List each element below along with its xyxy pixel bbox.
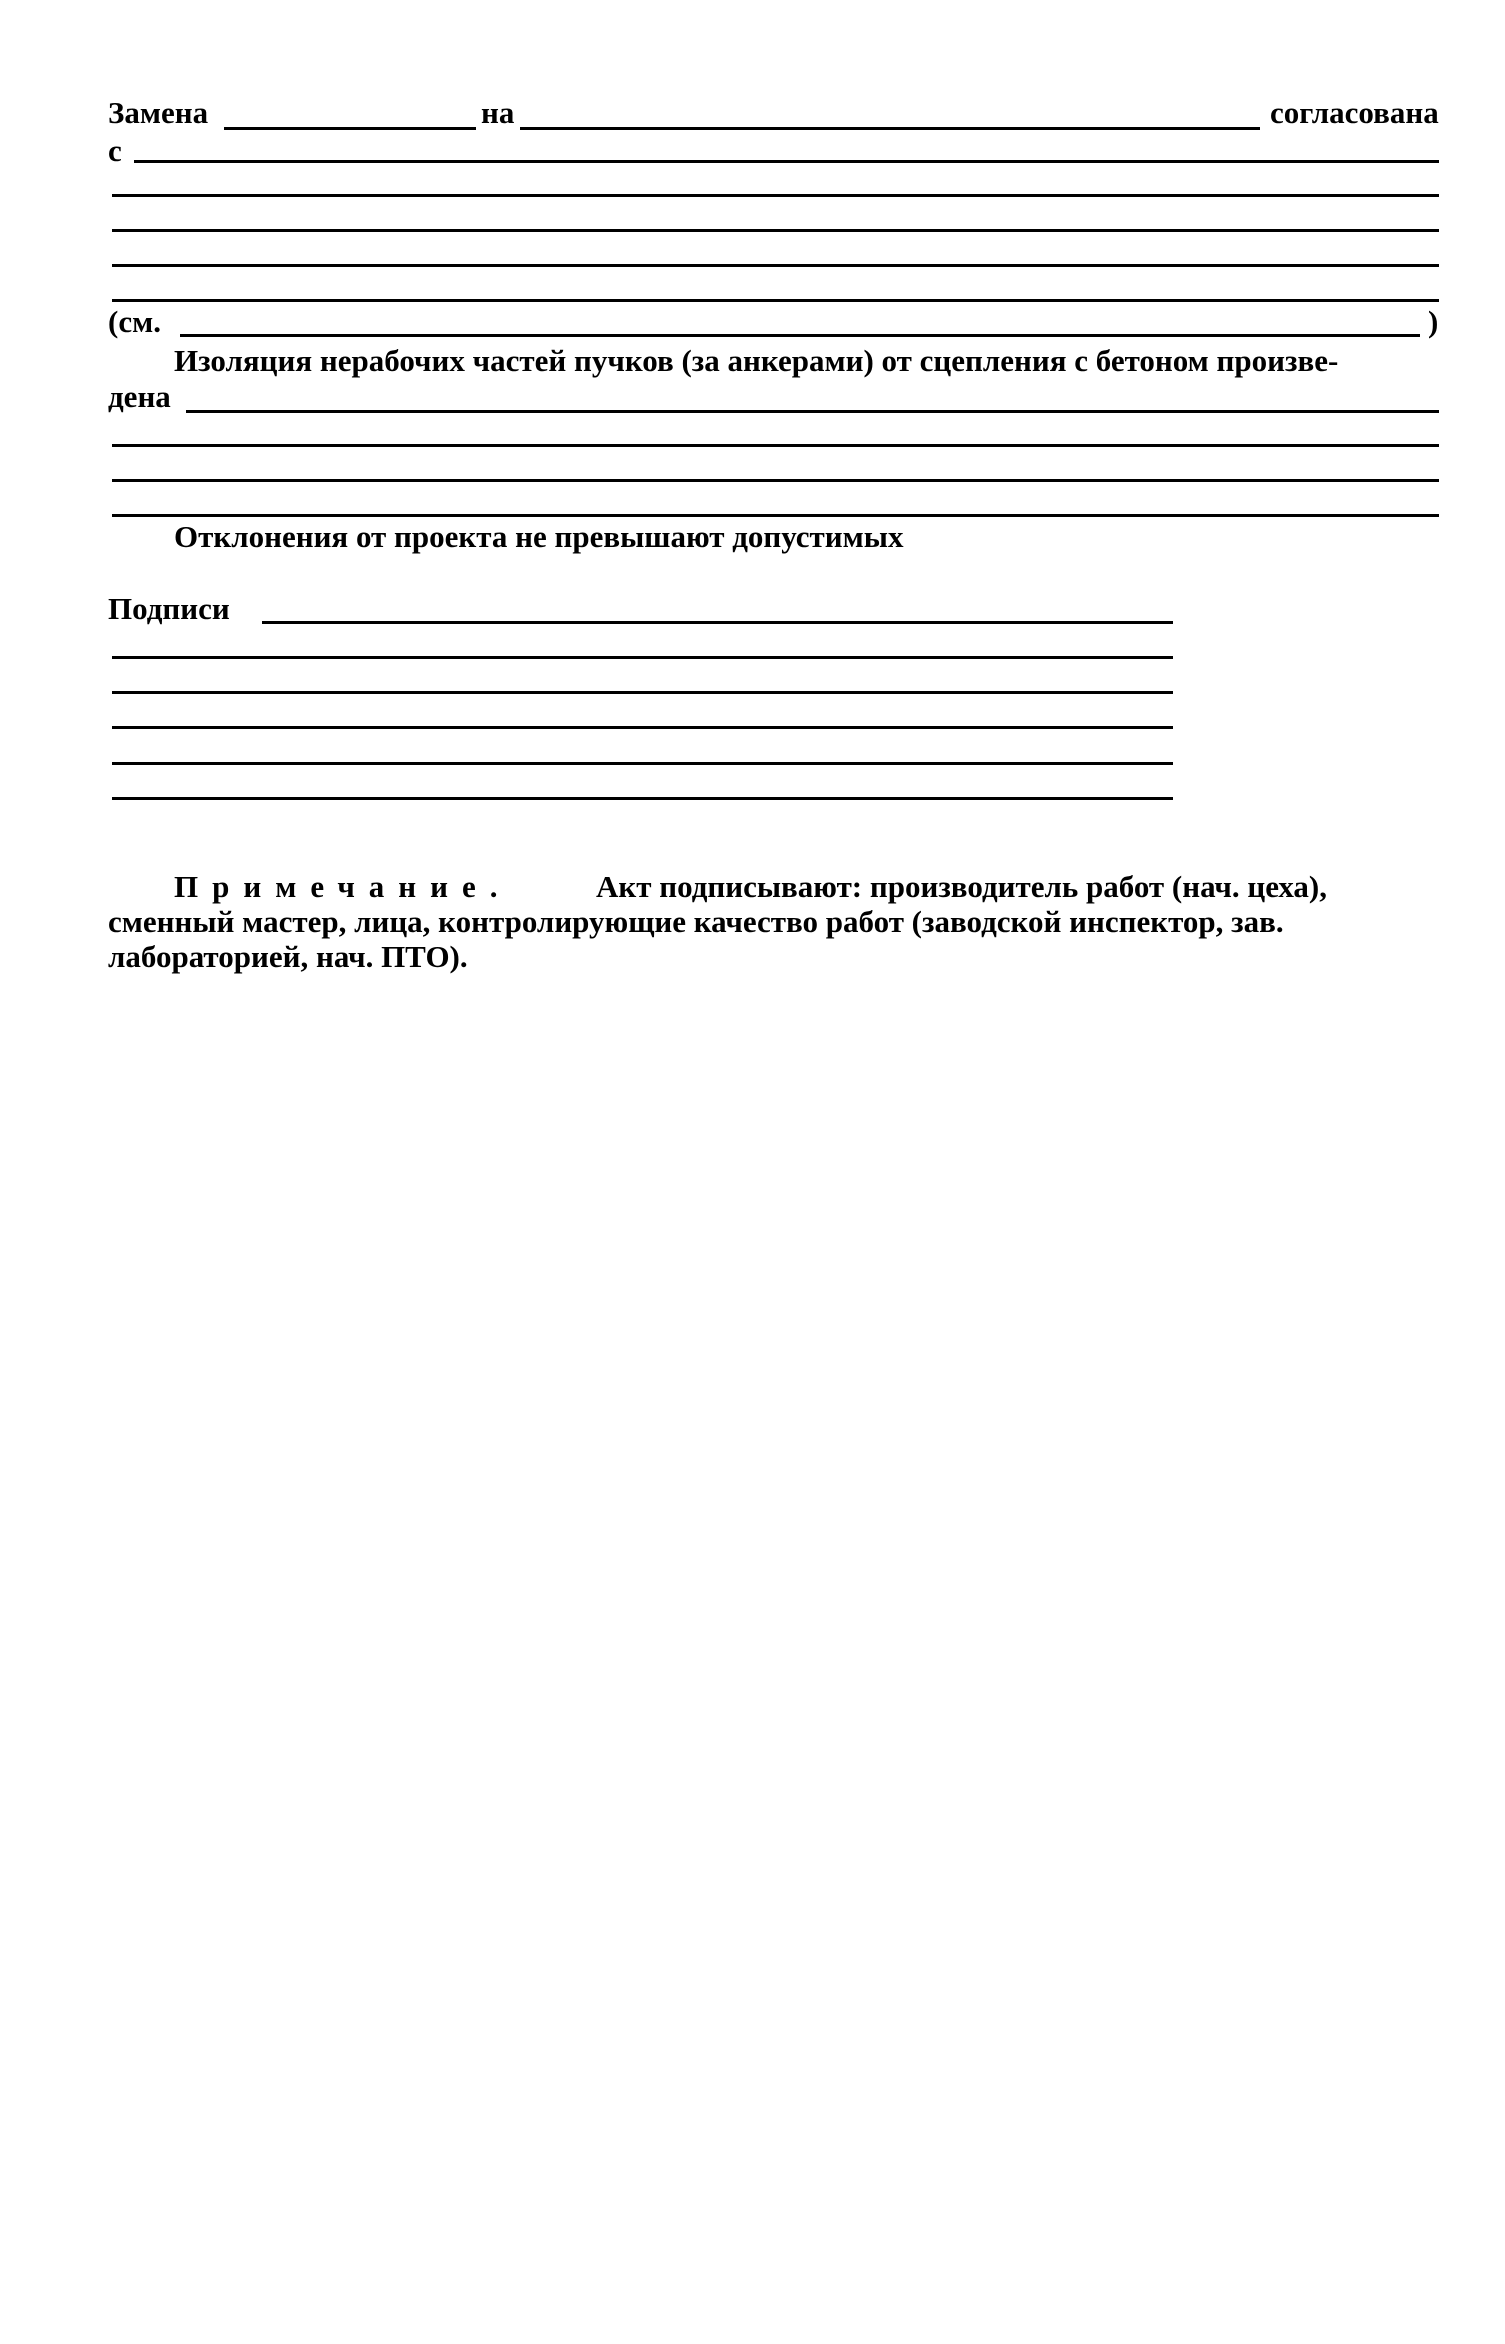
- agreed-with-line-2[interactable]: [112, 194, 1439, 197]
- reference-field[interactable]: [180, 334, 1420, 337]
- signature-line-4[interactable]: [112, 726, 1173, 729]
- agreed-with-field[interactable]: [134, 160, 1439, 163]
- replacement-to-field[interactable]: [520, 127, 1260, 130]
- note-text-line-3: лабораторией, нач. ПТО).: [108, 939, 468, 974]
- signature-line-2[interactable]: [112, 656, 1173, 659]
- signatures-label: Подписи: [108, 591, 230, 626]
- replacement-label: Замена: [108, 95, 209, 130]
- agreed-with-label: с: [108, 133, 122, 168]
- signature-line-1[interactable]: [262, 621, 1173, 624]
- isolation-field[interactable]: [186, 410, 1439, 413]
- signature-line-5[interactable]: [112, 762, 1173, 765]
- replacement-from-field[interactable]: [224, 127, 476, 130]
- reference-close-label: ): [1428, 304, 1439, 339]
- replacement-to-label: на: [481, 95, 515, 130]
- note-heading: Примечание.: [174, 869, 512, 904]
- signature-line-3[interactable]: [112, 691, 1173, 694]
- isolation-line-2[interactable]: [112, 444, 1439, 447]
- agreed-with-line-5[interactable]: [112, 299, 1439, 302]
- note-text-line-1: Акт подписывают: производитель работ (нач. цеха),: [596, 869, 1327, 904]
- isolation-line-4[interactable]: [112, 514, 1439, 517]
- agreed-with-line-3[interactable]: [112, 229, 1439, 232]
- agreed-label: согласована: [1270, 95, 1439, 130]
- reference-open-label: (см.: [108, 304, 161, 339]
- isolation-text-line-1: Изоляция нерабочих частей пучков (за анкерами) от сцепления с бетоном произве-: [174, 343, 1339, 378]
- note-text-line-2: сменный мастер, лица, контролирующие качество работ (заводской инспектор, зав.: [108, 904, 1284, 939]
- agreed-with-line-4[interactable]: [112, 264, 1439, 267]
- isolation-line-3[interactable]: [112, 479, 1439, 482]
- deviation-text: Отклонения от проекта не превышают допустимых: [174, 519, 904, 554]
- isolation-text-line-2: дена: [108, 379, 171, 414]
- signature-line-6[interactable]: [112, 797, 1173, 800]
